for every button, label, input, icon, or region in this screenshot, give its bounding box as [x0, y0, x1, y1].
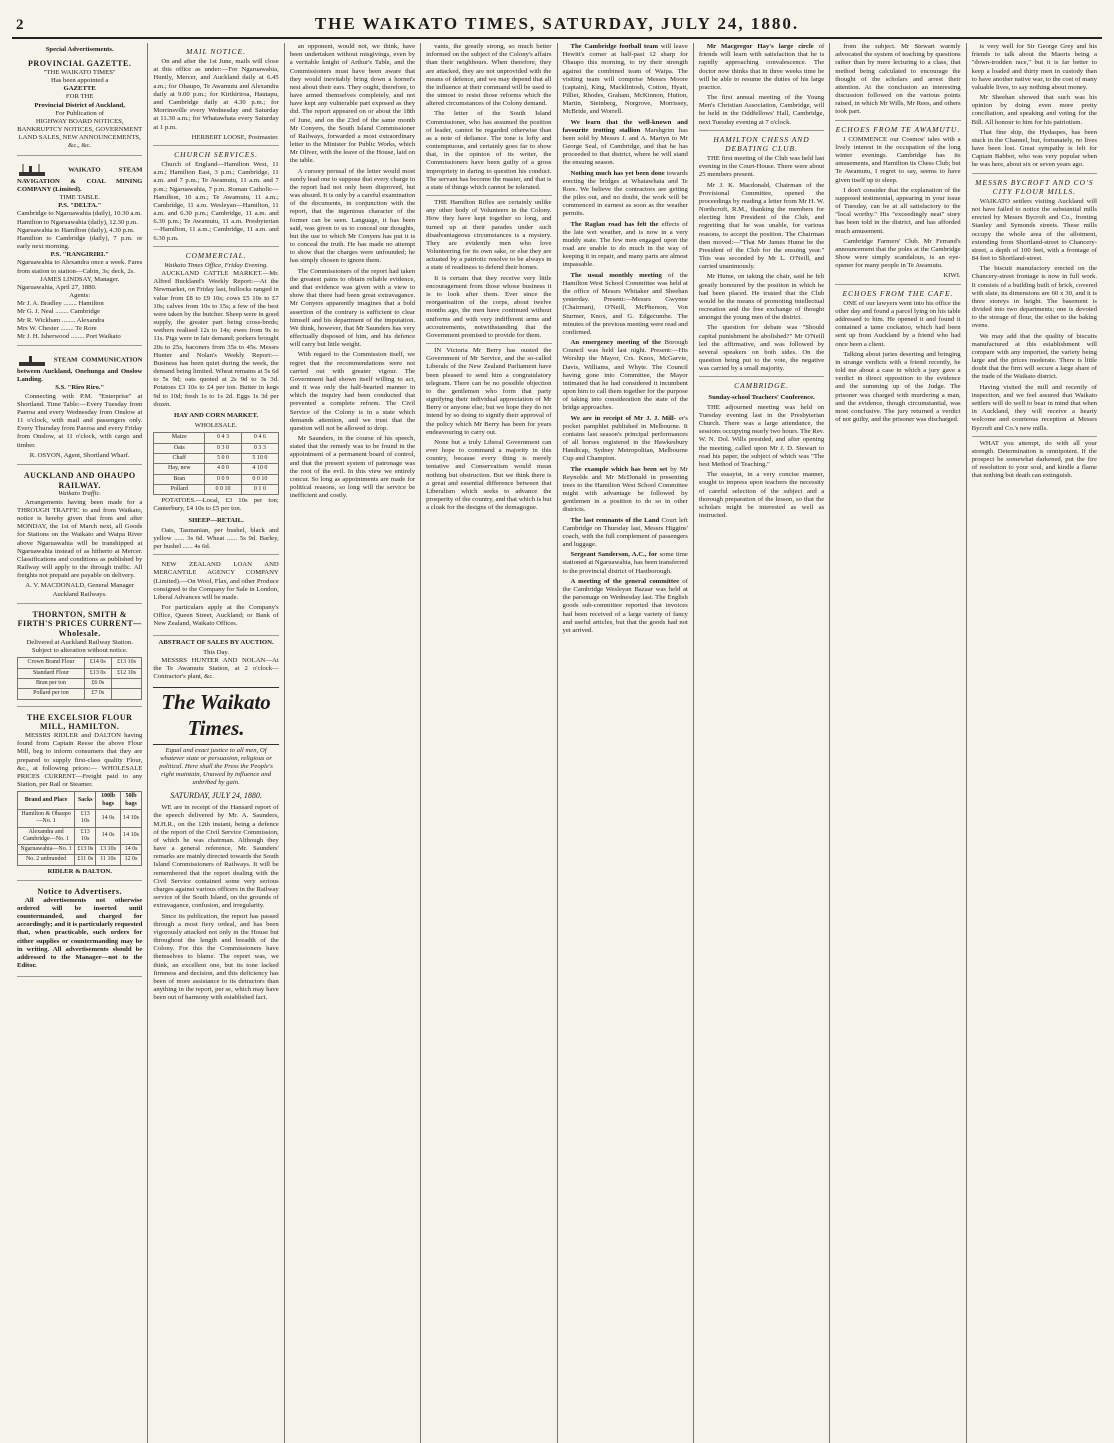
- mail-notice-text: On and after the 1st June, mails will close at this office as under:—For Ngaruawahia, Huntly, Mercer, and Auckland daily at 6.45 a.m.; for Ohaupo, Te Awamutu and Alexandra daily at 9.00 p.m.; for Kirikiriroa, Hautapu, and Cambridge daily at 4.30 p.m.; for Morrinsville every Wednesday and Saturday at 11.30 a.m.; for Whatawhata every Saturday at 1 p.m.: [153, 58, 279, 131]
- news-item-body: Borough Council was held last night. Present:—His Worship the Mayor, Crs. Knox, McGarvie, Davis, Williams, and Whyte. The Council having gone into Committee, the Mayor intimated that he had considered it incumbent upon him to call them together for the purpose of taking into consideration the state of the bridge approaches.: [562, 339, 688, 412]
- church-text: Church of England—Hamilton West, 11 a.m.; Hamilton East, 3 p.m.; Cambridge, 11 a.m. and 7 p.m.; Te Awamutu, 11 a.m. and 7 p.m.; Ngaruawahia, 7 p.m. Roman Catholic—Hamilton, 10 a.m.; Te Awamutu, 11 a.m.; Cambridge, 11 a.m. Wesleyan—Hamilton, 11 a.m. and 6.30 p.m.; Cambridge, 11 a.m. and 6.30 p.m.; Te Awamutu, 11 a.m. Presbyterian—Hamilton, 11 a.m.; Cambridge, 11 a.m. and 6.30 p.m.: [153, 161, 279, 242]
- news-item-body: some time stationed at Ngaruawahia, has been transferred to the provincial district of Hastborough.: [562, 551, 688, 575]
- steam-lines-2: Ngaruawahia to Alexandra once a week. Fares from station to station—Cabin, 3s; deck, 2s.: [17, 259, 143, 275]
- flour-prices-table: [17, 657, 142, 699]
- commercial-text: AUCKLAND CATTLE MARKET.—Mr. Alfred Buckland's Weekly Report:—At the Newmarket, on Friday last, bullocks ranged in value from £8 to £9 10s; cows £5 10s to £7 10s; calves from 10s to 15s; a few of the best were taken by the butcher. Sheep were in good supply, the greater part being cross-breds; wethers realised 12s to 14s; ewes from 9s to 11s. Pigs were in fair demand; porkers brought 20s to 25s, baconers from 35s to 45s. Messrs Hunter and Nolan's Weekly Report:—Business has been quiet during the week, the demand being limited. Wheat remains at 5s 6d to 5s 9d; oats quoted at 2s 9d to 3s 3d. Potatoes £3 10s to £4 per ton. Butter in kegs 9d to 10d; fresh 1s to 1s 2d. Eggs 1s 3d per dozen.: [153, 270, 279, 408]
- editorial-paragraph: IN Victoria Mr Berry has ousted the Government of Mr Service, and the so-called Liberals of the New Zealand Parliament have been pleased to send him a congratulatory telegram. There can be no possible objection to the gentlemen who form that party signifying their individual appreciation of Mr Berry or anyone else; but we hope they do not intend by so doing to signify their approval of the policy which Mr Berry has been for years endeavouring to carry out.: [426, 347, 552, 436]
- divider: [835, 120, 960, 121]
- cambridge-sub: Sunday-school Teachers' Conference.: [708, 393, 815, 401]
- railway-title: AUCKLAND AND OHAUPO RAILWAY.: [23, 470, 136, 490]
- table-row: Bran 0 0 9 0 0 10: [154, 474, 278, 484]
- echoes-sign: KIWI.: [943, 272, 961, 280]
- news-item-lead: We learn that the well-known and favourite trotting stallion: [562, 118, 688, 134]
- steam-sign: JAMES LINDSAY, Manager.: [40, 275, 120, 283]
- gazette-line: FOR THE: [65, 93, 94, 101]
- news-item-body: effects of the late wet weather, and is now in a very muddy state. The few men engaged upon the road are unable to do much in the way of keeping it in repair, and many parts are almost impassable.: [562, 220, 688, 269]
- steam-timetable: TIME TABLE.: [59, 193, 100, 201]
- city-mills-heading: MESSRS BYCROFT AND CO'S CITY FLOUR MILLS.: [975, 177, 1094, 196]
- flour-prices-ad: [17, 607, 142, 707]
- editorial-paragraph: The letter of the South Island Commissioner, who has assumed the position of leader, cannot be regarded otherwise than as a note of defiance. The tone is lofty and contemptuous, and certainly goes far to show that, in the opinion of its writer, the Commissioners have been guilty of a gross impropriety in daring to question his conduct. The servant has become the master, and that is a state of things which cannot be tolerated.: [426, 110, 552, 191]
- table-row: Bran per ton £6 0s: [18, 678, 142, 688]
- news-item-body: of friends will learn with satisfaction that he is rapidly approaching convalescence. The doctor now thinks that in three weeks time he will be able to resume the duties of his large practice.: [698, 43, 825, 91]
- railway-sub: Waikato Traffic.: [58, 490, 102, 498]
- editorial-paragraph: It is certain that they receive very little encouragement from those whose business it is to look after them. Ever since the reorganisation of the corps, about twelve months ago, the men have continued without uniforms and with very indifferent arms and accoutrements, notwithstanding that the Government promised to provide for them.: [426, 274, 552, 339]
- news-item: [563, 551, 688, 576]
- steam-ship: P.S. "DELTA.": [58, 202, 102, 210]
- excelsior-table: [17, 791, 142, 866]
- flour-prices-text: Delivered at Auckland Railway Station. Subject to alteration without notice.: [26, 638, 133, 655]
- news-item: The first annual meeting of the Young Men's Christian Association, Cambridge, will be held in the Oddfellows' Hall, Cambridge, next Tuesday evening at 7 o'clock.: [698, 94, 825, 126]
- notice-text: All advertisements not otherwise ordered will be inserted until countermanded, and charged for accordingly; and it is particularly requested that, when practicable, such orders for either supplies or countermanding may be in writing. All advertisements should be addressed to the Manager—not to the Editor.: [17, 896, 143, 970]
- hay-corn-sub: WHOLESALE.: [194, 422, 238, 430]
- agent-line: Mr J. A. Bradley ........ Hamilton: [17, 300, 104, 308]
- steam-comm-ad: [17, 349, 142, 465]
- editorial-date: SATURDAY, JULY 24, 1880.: [170, 790, 262, 800]
- nz-loan-title: NEW ZEALAND LOAN AND MERCANTILE AGENCY COMPANY (Limited).—On Wool, Flax, and other Produce consigned to the Company for Sale in London, Liberal Advances will be made.: [153, 561, 279, 601]
- article-paragraph: WAIKATO settlers visiting Auckland will not have failed to notice the substantial mills erected by Messrs Bycroft and Co., fronting Stanley and Symonds streets. These mills occupy the whole area of the allotment, extending from Shortland-street to Chancery-street, a depth of 100 feet, with a frontage of 84 feet to Shortland-street.: [971, 197, 1097, 263]
- gazette-line: For Publication of: [55, 109, 105, 117]
- divider: [972, 173, 1097, 174]
- table-row: No. 2 unbranded £11 0s 11 10s 12 0s: [18, 855, 142, 865]
- excelsior-title: THE EXCELSIOR FLOUR MILL, HAMILTON.: [26, 712, 133, 732]
- column-6: [694, 43, 830, 1443]
- article-paragraph: Cambridge Farmers' Club. Mr Ferrand's announcement that the poles at the Cambridge Show were simply scandalous, is an eye-opener for many people in Te Awamutu.: [835, 237, 961, 270]
- mail-notice-heading: MAIL NOTICE.: [186, 47, 246, 56]
- retail-text: Oats, Tasmanian, per bushel, black and yellow ...... 3s 6d. Wheat ...... 5s 9d. Barley, per bushel ...... 4s 6d.: [153, 526, 279, 551]
- steam-line: Hamilton to Ngaruawahia (daily), 12.30 p.m.: [17, 218, 138, 226]
- news-item-body: will leave Hewitt's corner at half-past 12 sharp for Ohaupo this morning, to try their strength against the combined team of Waipa. The visiting team will comprise Messrs Moore (captain), King, Macklintosh, Cotton, Hyatt, Pilliet, Rhodes, Graham, McKinnon, Hutton, Martin, Steinberg, Norgrove, Morrissey, McBride, and Worrell.: [562, 43, 688, 116]
- article-paragraph: I COMMENCE our Cosmos' tales with a lively interest in the occupation of the long winter evenings. Cambridge has its amusements, and Hamilton its Chess Club; but Te Awamutu, I regret to say, seems to have given itself up to sleep.: [835, 135, 961, 184]
- editorial-paragraph: WE are in receipt of the Hansard report of the speech delivered by Mr. A. Saunders, M.H.R., on the 12th instant, being a defence of the report of the Civil Service Commission, of which he was chairman. Although they have a general reference, Mr. Saunders' remarks are mainly directed towards the South Island Commissioners of Railways. It will be remembered that the report dealing with the Civil Service contained some very serious charges against various officers in the Railway service of the South Island, on the grounds of extravagance, confusion, and irregularity.: [153, 804, 279, 910]
- echoes-awamutu-heading: ECHOES FROM TE AWAMUTU.: [835, 124, 961, 134]
- article-paragraph: I don't consider that the explanation of the supposed testimonial, appearing in your issue of Tuesday, can be at all satisfactory to the "local worthy." His "exceedingly neat" story has been told in the district, and has afforded much amusement.: [835, 186, 961, 235]
- column-8: [967, 43, 1102, 1443]
- nz-loan-ad: [153, 558, 278, 635]
- editorial-paragraph: vants, the greatly strong, so much better informed on the subject of the Colony's affairs than their neighbours. When therefore, they are attacked, they are not unprovided with the means of defence, and we may depend that all the influence at their command will be used to the utmost to resist those reforms which the altered circumstances of the Colony demand.: [426, 43, 552, 108]
- column-4: [421, 43, 557, 1443]
- editorial-paragraph: THE Hamilton Rifles are certainly unlike any other body of Volunteers in the Colony. How they have kept together so long, and turned up at their parades under such disadvantageous circumstances is a mystery. They are evidently men who love Volunteering for its own sake, or else they are actuated by a patriotic resolve to be always in a state of readiness to defend their homes.: [426, 199, 552, 272]
- news-item-lead: Nothing much has yet been done: [570, 169, 665, 177]
- editorial-paragraph: None but a truly Liberal Government can ever hope to command a majority in this country, because every thing is merely tentative and Conservatism would mean nothing but obstruction. But we think there is a great and essential difference between that Liberalism which seeks to advance the prosperity of the country, and that which is but a cloak for the designs of the demagogue.: [426, 438, 552, 512]
- news-item-lead: An emergency meeting of the: [570, 339, 661, 347]
- divider: [153, 554, 278, 555]
- news-item-lead: Sergeant Sanderson, A.C., for: [570, 551, 658, 559]
- article-paragraph: Mr Hume, on taking the chair, said he felt greatly honoured by the position in which he had been placed. He trusted that the Club would be the means of promoting intellectual recreation and the free exchange of thought amongst the young men of the district.: [698, 273, 825, 322]
- news-item: [563, 578, 688, 635]
- steamship-icon: [17, 162, 47, 178]
- gazette-line: "THE WAIKATO TIMES": [43, 68, 116, 76]
- article-paragraph: That fine ship, the Hydaspes, has been stuck in the Channel, but, fortunately, no lives have been lost. Great sympathy is felt for Captain Babbot, who was very popular when he was here, about six or seven years ago.: [971, 128, 1097, 169]
- news-item-lead: We are in receipt of Mr J. J. Mill-: [570, 414, 676, 422]
- article-paragraph: The question for debate was "Should capital punishment be abolished?" Mr O'Neill led the affirmative, and was followed by several speakers on both sides. On the question being put to the vote, the negative was carried by a small majority.: [698, 324, 825, 373]
- divider: [835, 284, 960, 285]
- gazette-line: Provincial District of Auckland,: [34, 101, 125, 109]
- divider: [426, 195, 551, 196]
- news-item-body: er's pocket pamphlet published in Melbourne. It contains last season's principal performances of all horses registered in the Hawkesbury Handicap, Sydney Metropolitan, Melbourne Cup and Champion.: [562, 414, 688, 463]
- advertisers-notice: [17, 884, 142, 977]
- column-5: [558, 43, 694, 1443]
- closing-paragraph: WHAT you attempt, do with all your strength. Determination is omnipotent. If the prospect be somewhat darkened, put the fire of resolution to your soul, and kindle a flame that nothing but death can extinguish.: [971, 439, 1097, 480]
- steam-title-row: [17, 162, 142, 194]
- potato-text: POTATOES.—Local, £3 10s per ton; Canterbury, £4 10s to £5 per ton.: [153, 497, 279, 513]
- divider: [153, 246, 278, 247]
- news-item-body: Court left Cambridge on Thursday last, Messrs Higgins' coach, with the full complement of passengers and luggage.: [562, 516, 688, 549]
- gazette-line: Has been appointed a: [50, 77, 109, 85]
- divider: [699, 376, 824, 377]
- article-paragraph: ONE of our lawyers went into his office the other day and found a parcel lying on his table addressed to him. He opened it and found it contained a tame cockatoo, which had been sent up from Auckland by a friend who had once been a client.: [835, 299, 961, 348]
- hay-corn-heading: HAY AND CORN MARKET.: [174, 411, 259, 419]
- gazette-line: HIGHWAY BOARD NOTICES, BANKRUPTCY NOTICES, GOVERNMENT LAND SALES, NEW ANNOUNCEMENTS, &c., &c.: [17, 117, 143, 150]
- steam-title: WAIKATO STEAM NAVIGATION & COAL MINING COMPANY (Limited).: [17, 166, 143, 193]
- steam-line: Ngaruawahia to Hamilton (daily), 4.30 p.m.: [17, 226, 135, 234]
- abstract-text: MESSRS HUNTER AND NOLAN—At the Te Awamutu Station, at 2 o'clock—Contractor's plant, &c.: [153, 656, 279, 681]
- commercial-sub: Waikato Times Office, Friday Evening.: [164, 261, 268, 269]
- editorial-paragraph: an opponent, would not, we think, have been undertaken without misgivings, even by a veritable knight of Arthur's Table, and the Commissioners must have been aware that they would inevitably bring down a hornet's nest about their ears. They ought, therefore, to have armed themselves completely, and not have kept any vulnerable part exposed as they did. The report appeared on or about the 18th of June, and on the 23rd of the same month Mr Conyers, the South Island Commissioner of Railways, forwarded a most extraordinary letter to the Minister for Public Works, which Mr Oliver, with the leave of the House, laid on the table.: [289, 43, 416, 165]
- hay-corn-table: [153, 432, 278, 495]
- article-paragraph: Having visited the mill and recently of inspection, and we feel assured that Waikato settlers will do well to bear in mind that when in Auckland, they will receive a hearty welcome and courteous reception at Messrs Bycroft and Co.'s new mills.: [971, 383, 1097, 432]
- news-item-lead: Mr Macgregor Hay's large circle: [706, 43, 814, 50]
- agent-line: Mr G. J. Neal ........ Cambridge: [17, 308, 101, 316]
- column-7: [830, 43, 966, 1443]
- article-paragraph: THE adjourned meeting was held on Tuesday evening last in the Presbyterian Church. There was a large attendance, the sessions occupying nearly two hours. The Rev. W. N. Dol. Wills presided, and after opening the meeting, called upon Mr J. D. Stewart to read his paper, the subject of which was "The best Method of Teaching.": [698, 403, 825, 468]
- table-row: Pollard 0 0 10 0 1 0: [154, 484, 278, 494]
- table-row: Oats 0 3 0 0 3 3: [154, 443, 278, 453]
- excelsior-text: MESSRS RIDLER and DALTON having found from Captain Reese the above Flour Mill, beg to inform consumers that they are prepared to supply first-class quality Flour, &c., at following prices:— WHOLESALE PRICES CURRENT—Freight paid to any Station, per Rail or Steamer.: [17, 732, 143, 789]
- notice-title: Notice to Advertisers.: [37, 886, 122, 896]
- gazette-line: GAZETTE: [63, 85, 96, 93]
- news-item: [563, 466, 688, 515]
- table-row: Hay, new 4 0 0 4 10 0: [154, 464, 278, 474]
- steam-comm-title: STEAM COMMUNICATION between Auckland, Onehunga and Onslow Landing.: [17, 356, 143, 384]
- column-1: [12, 43, 148, 1443]
- divider: [972, 436, 1097, 437]
- masthead: [12, 8, 1102, 39]
- table-row: Alexandra and Cambridge—No. 1 £13 10s 14 0s 14 10s: [18, 827, 142, 845]
- table-row: Maize 0 4 3 0 4 6: [154, 433, 278, 443]
- mail-notice-sign: HERBERT LOOSE, Postmaster.: [191, 133, 279, 141]
- railway-sign: A. V. MACDONALD, General Manager Auckland Railways.: [25, 582, 135, 598]
- columns: [12, 43, 1102, 1443]
- news-item-lead: The Raglan road has felt the: [570, 220, 659, 228]
- news-item-lead: The Cambridge football team: [570, 43, 659, 50]
- article-paragraph: THE first meeting of the Club was held last evening in the Court-House. There were about 25 members present.: [698, 155, 825, 179]
- commercial-heading: COMMERCIAL.: [185, 250, 247, 260]
- agent-line: Mrs W. Chester ........ Te Rore: [17, 324, 97, 332]
- news-item: [563, 170, 688, 219]
- steam-comm-title-row: [17, 352, 142, 384]
- masthead-title: THE WAIKATO TIMES, SATURDAY, JULY 24, 1880.: [314, 14, 800, 33]
- page-number: 2: [16, 17, 24, 33]
- agent-line: Mr R. Wickham ........ Alexandra: [17, 316, 105, 324]
- news-item-body: by Mr Reynolds and Mr McDonald in presenting trees to the Hamilton West School Committee might with advantage be followed by gentlemen in a position to do so in other districts.: [562, 465, 688, 514]
- article-paragraph: We may add that the quality of biscuits manufactured at this establishment will compare with any imported, the variety being large and the prices moderate. There is little doubt that the firm will secure a large share of the trade of the Waikato district.: [971, 332, 1097, 381]
- article-paragraph: Mr Sheehan showed that such was his opinion by doing even more pretty conciliation, and speaking and voting for the Bill. All honour to him for his patriotism.: [971, 94, 1097, 126]
- article-paragraph: from the subject. Mr Stewart warmly advocated the system of teaching by questions rather than by mere lecturing to a class, that method being calculated to encourage the thought of the scholars and arrest their attention. At the conclusion an interesting discussion followed on the various points raised, in which Mr Wills, Mr Rees, and others took part.: [835, 43, 961, 116]
- agents-title: Agents:: [69, 292, 91, 300]
- steamship-icon: [17, 352, 47, 368]
- gazette-title: PROVINCIAL GAZETTE.: [28, 59, 132, 69]
- steam-line: Cambridge to Ngaruawahia (daily), 10.30 a.m.: [17, 210, 142, 218]
- column-2: [148, 43, 284, 1443]
- church-heading: CHURCH SERVICES.: [174, 149, 258, 159]
- article-paragraph: Mr J. K. Macdonald, Chairman of the Provisional Committee, opened the proceedings by reading a letter from Mr H. W. Northcroft, R.M., thanking the members for electing him President of the Club, and regretting that he was unable, for various reasons, to accept the position. The Chairman then moved:—"That Mr James Hume be the President of the Club for the ensuing year." This was seconded by Mr L. O'Neill, and carried unanimously.: [698, 181, 825, 271]
- table-row: Pollard per ton £7 0s: [18, 689, 142, 699]
- editorial-paragraph: The Commissioners of the report had taken the greatest pains to obtain reliable evidence, and that evidence was given with a view to show that there had been great extravagance. Mr Conyers apparently imagines that a bold assertion of the contrary is sufficient to clear himself and his department of the imputation. We think, however, that Mr Saunders has very effectually disposed of him, and his defence will carry but little weight.: [289, 267, 416, 349]
- steam-comm-sign: R. OSYON, Agent, Shortland Wharf.: [29, 451, 130, 459]
- news-item-lead: The last remnants of the Land: [570, 516, 660, 524]
- cambridge-heading: CAMBRIDGE.: [734, 381, 789, 391]
- news-item-lead: A meeting of the general committee: [570, 577, 680, 585]
- article-paragraph: is very well for Sir George Grey and his friends to talk about the Maoris being a "down-trodden race," but it is far better to keep a loaded and thirty men in custody than to have another native war, to the cost of many valuable lives, to say nothing about money.: [971, 43, 1097, 91]
- steam-comm-ship: S.S. "Riro Riro.": [55, 384, 105, 392]
- divider: [153, 145, 278, 146]
- news-item: [563, 43, 688, 117]
- divider: [426, 343, 551, 344]
- excelsior-sign: RIDLER & DALTON.: [47, 867, 112, 875]
- table-row: Chaff 5 0 0 5 10 0: [154, 453, 278, 463]
- chess-heading: HAMILTON CHESS AND DEBATING CLUB.: [713, 134, 810, 153]
- table-row: Hamilton & Ohaupo—No. 1 £13 10s 14 0s 14 10s: [18, 809, 142, 827]
- abstract-day: This Day.: [203, 648, 230, 656]
- agent-line: Mr J. H. Isherwood ........ Port Waikato: [17, 332, 121, 340]
- news-item: [563, 272, 688, 337]
- divider: [699, 130, 824, 131]
- news-item-lead: The usual monthly meeting: [570, 271, 662, 279]
- railway-ad: [17, 468, 142, 604]
- news-item: [563, 119, 688, 168]
- table-header-row: Brand and Place Sacks 100lb bags 50lb bags: [18, 792, 142, 810]
- special-ads-heading: Special Advertisements.: [45, 46, 114, 53]
- gazette-ad: [17, 56, 142, 155]
- steam-line: Hamilton to Cambridge (daily), 7 p.m. or early next morning.: [17, 234, 143, 251]
- abstract-heading: ABSTRACT OF SALES BY AUCTION.: [158, 638, 274, 646]
- news-item-lead: The example which has been set: [570, 465, 668, 473]
- retail-heading: SHEEP—RETAIL.: [188, 516, 244, 524]
- article-paragraph: Talking about juries deserting and bringing in strange verdicts with a friend recently, he told me about a case in which a jury gave a verdict in direct opposition to the evidence and the summing up of the Judge. The prisoner was charged with murdering a man, and the evidence, though circumstantial, was most conclusive. The jury returned a verdict of not guilty, and the prisoner was discharged.: [835, 350, 961, 424]
- table-row: Crown Brand Flour £14 0s £13 10s: [18, 658, 142, 668]
- excelsior-mill-ad: [17, 710, 142, 881]
- paper-motto: Equal and exact justice to all men, Of whatever state or persuasion, religious or political. Here shall the Press the People's right maintain, Unawed by influence and unbribed by gain.: [159, 746, 273, 787]
- news-item-body: of the Cambridge Wesleyan Bazaar was held at the parsonage on Wednesday last. The English goods sub-committee reported that invoices had been received of a large variety of fancy and useful articles, but that the goods had not yet arrived.: [562, 577, 688, 634]
- steam-ad: [17, 159, 142, 346]
- news-item-body: towards erecting the bridges at Whatawhata and Te Rore. We believe the contractors are getting the piles out, and no doubt, the work will be commenced in earnest as soon as the weather permits.: [562, 169, 688, 218]
- news-item-body: Marshgrim has been sold by Messrs J. and A. Martyn to Mr George Seal, of Cambridge, and that he has proceeded to that district, where he will stand the ensuing season.: [562, 126, 688, 167]
- news-item: [563, 415, 688, 464]
- article-paragraph: The biscuit manufactory erected on the Chancery-street frontage is now in full work. It consists of a building built of brick, covered with slate, its dimensions are 60 x 30, and it is three storeys in height. The basement is divided into two departments; one is devoted to the storage of flour, the other to the baking ovens.: [971, 265, 1097, 330]
- steam-ship-2: P.S. "RANGIRIRI.": [50, 251, 109, 259]
- table-row: Standard Flour £13 0s £12 10s: [18, 668, 142, 678]
- news-item: [563, 517, 688, 550]
- railway-text: Arrangements having been made for a THROUGH TRAFFIC to and from Waikato, notice is hereby given that from and after MONDAY, the 1st of March next, all Goods for Stations on the Waikato and Waipa River above Ngaruawahia will be transhipped at Ngaruawahia instead of as hitherto at Mercer. Classifications and conditions as published by Railway will apply to the through traffic. All freights not prepaid are payable on delivery.: [17, 498, 143, 580]
- article-paragraph: The essayist, in a very concise manner, sought to impress upon teachers the necessity of careful selection of the subject and a thorough preparation of the lesson, so that the scholars might be interested as well as instructed.: [698, 471, 825, 520]
- column-3: [285, 43, 421, 1443]
- editorial-paragraph: A cursory perusal of the letter would most surely lead one to suppose that every charge in the report had not only been disproved, but was absurd. It is only by a careful examination of the documents, in conjunction with the report, that the ingenious character of the former can be seen. Language, it has been said, was given to us to conceal our thoughts, but the use to which Mr Conyers has put it is to conceal the truth. He has made no attempt to show that the charges were unfounded; he has simply chosen to ignore them.: [289, 167, 416, 265]
- flour-prices-title: THORNTON, SMITH & FIRTH'S PRICES CURRENT—Wholesale.: [17, 609, 142, 639]
- steam-date: Ngaruawahia, April 27, 1880.: [17, 283, 97, 291]
- news-item-body: of the Hamilton West School Committee was held at the office of Messrs Whitaker and Sheehan yesterday. Present:—Messrs Gwynne (Chairman), O'Neill, McPherson, Von Sturmer, Knox, and G. Edgecumbe. The minutes of the previous meeting were read and confirmed.: [562, 271, 688, 336]
- paper-nameplate: The Waikato Times.: [153, 687, 278, 744]
- echoes-cafe-heading: ECHOES FROM THE CAFE.: [842, 288, 954, 298]
- news-item: [563, 221, 688, 270]
- editorial-paragraph: Mr Saunders, in the course of his speech, stated that the remedy was to be found in the appointment of a permanent board of control, and that the present system of patronage was the root of the evil. In this view we entirely concur. So long as appointments are made for political reasons, so long will the service be inefficient and costly.: [289, 435, 416, 500]
- news-item: [563, 339, 688, 413]
- editorial-paragraph: Since its publication, the report has passed through a most fiery ordeal, and has been vigorously attacked not only in the House but throughout the length and breadth of the Colony. For this the Commissioners have themselves to blame. The report was, we think, an excellent one, but its tone lacked firmness and decision, and this deficiency has been of more assistance to its detractors than anything in the report, per se, which may have been out of harmony with established fact.: [153, 912, 279, 1002]
- steam-comm-text: Connecting with P.M. "Enterprise" at Shortland. Time Table:—Every Tuesday from Paeroa and every Wednesday from Onslow at 11 o'clock, with mail and passengers only. Every Thursday from Paeroa and every Friday from Onslow, at 11 o'clock, with cargo and timber.: [17, 392, 143, 449]
- news-item: [699, 43, 824, 92]
- nz-loan-text: For particulars apply at the Company's Office, Queen Street, Auckland; or Bank of New Zealand, Waikato Offices.: [153, 604, 279, 628]
- editorial-paragraph: With regard to the Commission itself, we regret that the recommendations were not carried out with greater vigour. The Government had shown itself willing to act, and it was only the half-hearted manner in which the inquiry had been conducted that prevented a complete reform. The Civil Service of the Colony is in a state which demands attention, and we trust that the question will not be allowed to drop.: [289, 351, 416, 432]
- table-row: Ngaruawahia—No. 1 £13 0s 13 10s 14 0s: [18, 845, 142, 855]
